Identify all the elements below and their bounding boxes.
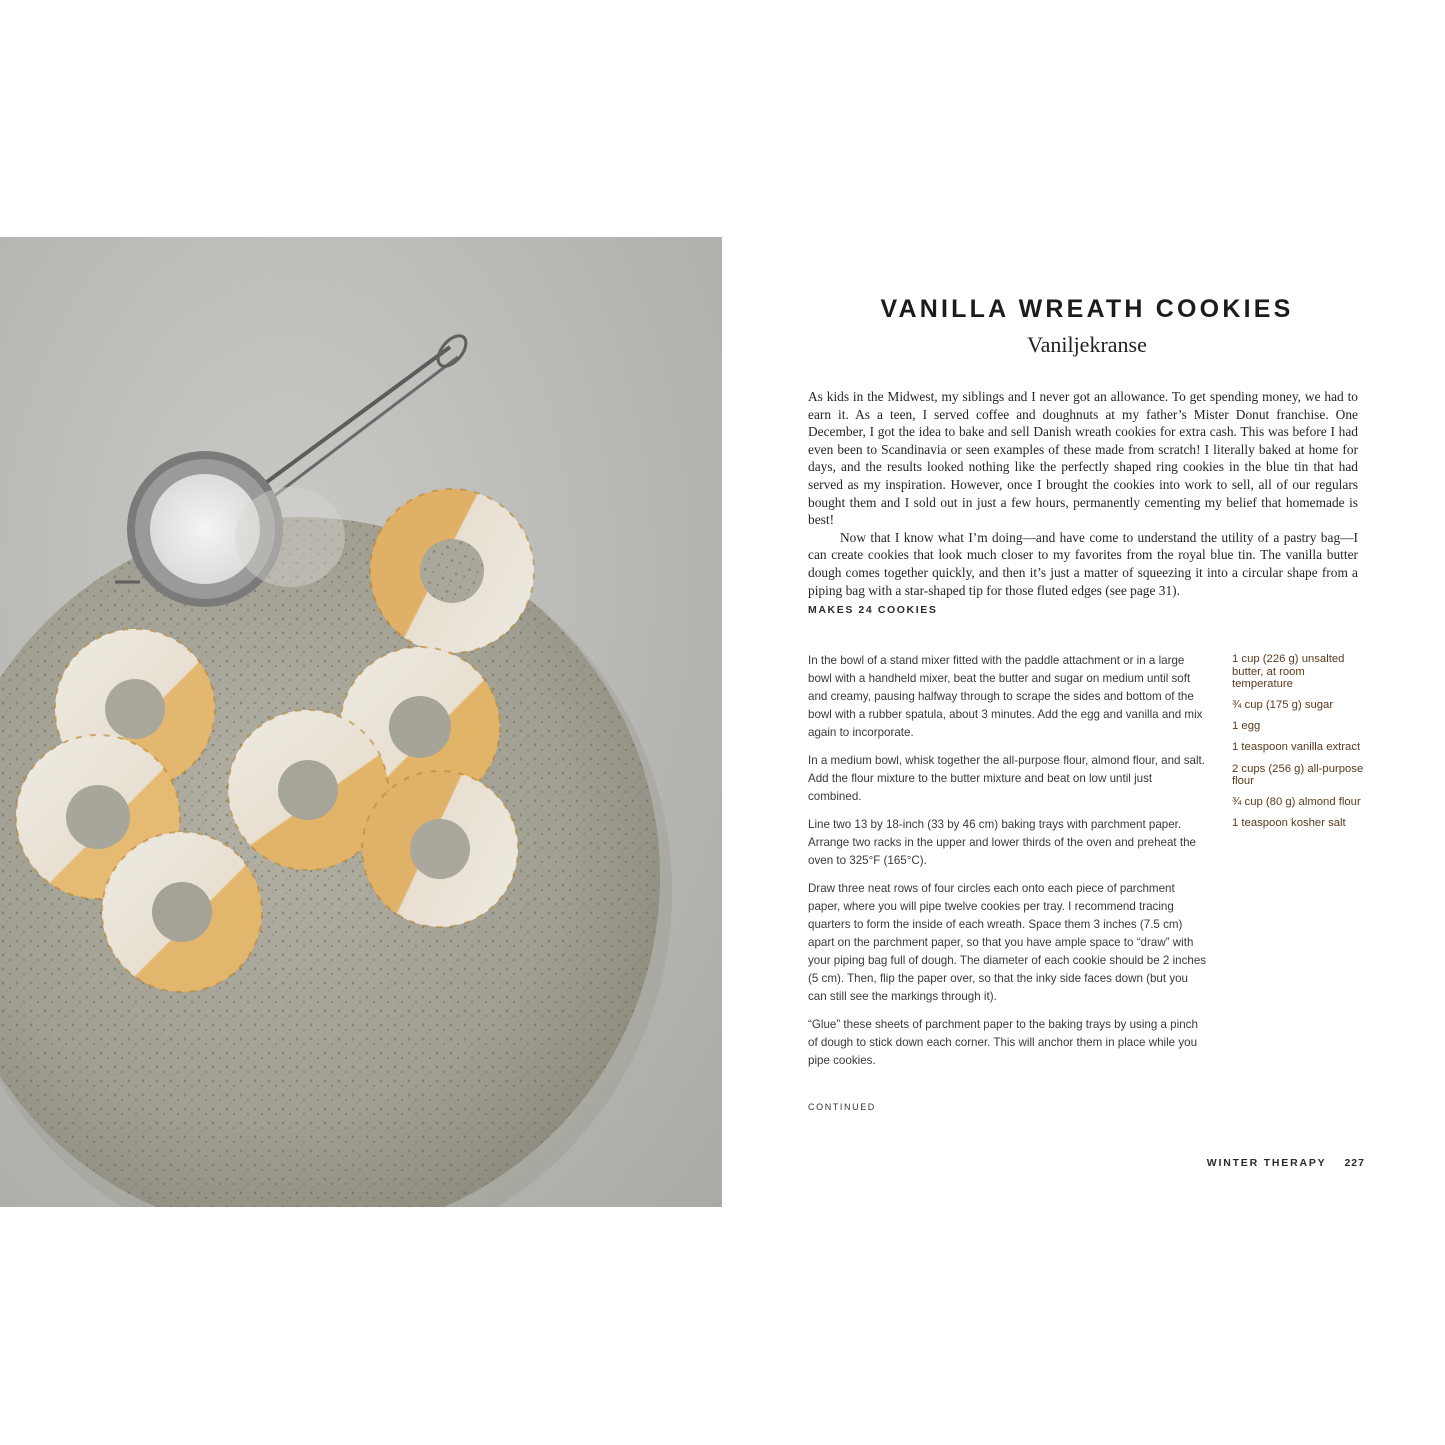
intro-paragraph: As kids in the Midwest, my siblings and I never got an allowance. To get spending money, we had to earn it. As a teen, I served coffee and doughnuts at my father’s Mister Donut franchise. One December, I got the idea to bake and sell Danish wreath cookies for extra cash. This was before I had even been to Scandinavia or seen examples of these made from scratch! I literally baked at home for days, and the results looked nothing like the perfectly shaped ring cookies in the blue tin that had served as my inspiration. However, once I brought the cookies into work to sell, all of our regulars bought them and I sold out in just a few hours, permanently cementing my belief that homemade is best! <box>808 389 1358 528</box>
recipe-subtitle: Vaniljekranse <box>1027 332 1147 357</box>
page-footer <box>1207 1157 1365 1169</box>
ingredient-item: ¾ cup (175 g) sugar <box>1232 699 1334 712</box>
ingredient-item: 1 egg <box>1232 720 1261 733</box>
photo-illustration <box>0 237 722 1207</box>
method-step: Line two 13 by 18-inch (33 by 46 cm) baking trays with parchment paper. Arrange two racks in the upper and lower thirds of the oven and preheat the oven to 325°F (165°C). <box>808 818 1196 867</box>
method-step: Draw three neat rows of four circles each onto each piece of parchment paper, where you will pipe twelve cookies per tray. I recommend tracing quarters to form the inside of each wreath. Space them 3 inches (7.5 cm) apart on the parchment paper, so that you have ample space to “draw” with your piping bag full of dough. The diameter of each cookie should be 2 inches (5 cm). Then, flip the paper over, so that the inky side faces down (but you can still see the markings through it). <box>808 882 1207 1003</box>
ingredient-item: 1 teaspoon vanilla extract <box>1232 741 1361 754</box>
recipe-yield: MAKES 24 COOKIES <box>808 604 938 616</box>
ingredient-item: 2 cups (256 g) all-purpose flour <box>1232 762 1364 788</box>
ingredient-item: 1 cup (226 g) unsalted butter, at room temperature <box>1232 653 1345 691</box>
recipe-photo <box>0 237 722 1207</box>
recipe-title: VANILLA WREATH COOKIES <box>880 295 1294 323</box>
method-step: In the bowl of a stand mixer fitted with the paddle attachment or in a large bowl with a handheld mixer, beat the butter and sugar on medium until soft and creamy, pausing halfway through to scrape the sides and bottom of the bowl with a rubber spatula, about 3 minutes. Add the egg and vanilla and mix again to incorporate. <box>808 654 1203 739</box>
method-steps <box>808 652 1208 1080</box>
intro-paragraph: Now that I know what I’m doing—and have come to understand the utility of a pastry bag—I can create cookies that look much closer to my favorites from the royal blue tin. The vanilla butter dough comes together quickly, and then it’s just a matter of squeezing it into a circular shape from a piping bag with a star-shaped tip for those fluted edges (see page 31). <box>808 529 1358 598</box>
recipe-intro <box>808 388 1358 599</box>
recipe-page <box>722 237 1445 1207</box>
page-number: 227 <box>1344 1157 1365 1169</box>
method-step: “Glue” these sheets of parchment paper to the baking trays by using a pinch of dough to stick down each corner. This will anchor them in place while you pipe cookies. <box>808 1018 1198 1067</box>
ingredient-item: 1 teaspoon kosher salt <box>1232 817 1346 830</box>
continued-label: CONTINUED <box>808 1102 876 1112</box>
ingredient-list <box>1232 653 1367 838</box>
section-name: WINTER THERAPY <box>1206 1157 1327 1169</box>
method-step: In a medium bowl, whisk together the all-purpose flour, almond flour, and salt. Add the flour mixture to the butter mixture and beat on low until just combined. <box>808 754 1205 803</box>
ingredient-item: ¾ cup (80 g) almond flour <box>1232 796 1361 809</box>
